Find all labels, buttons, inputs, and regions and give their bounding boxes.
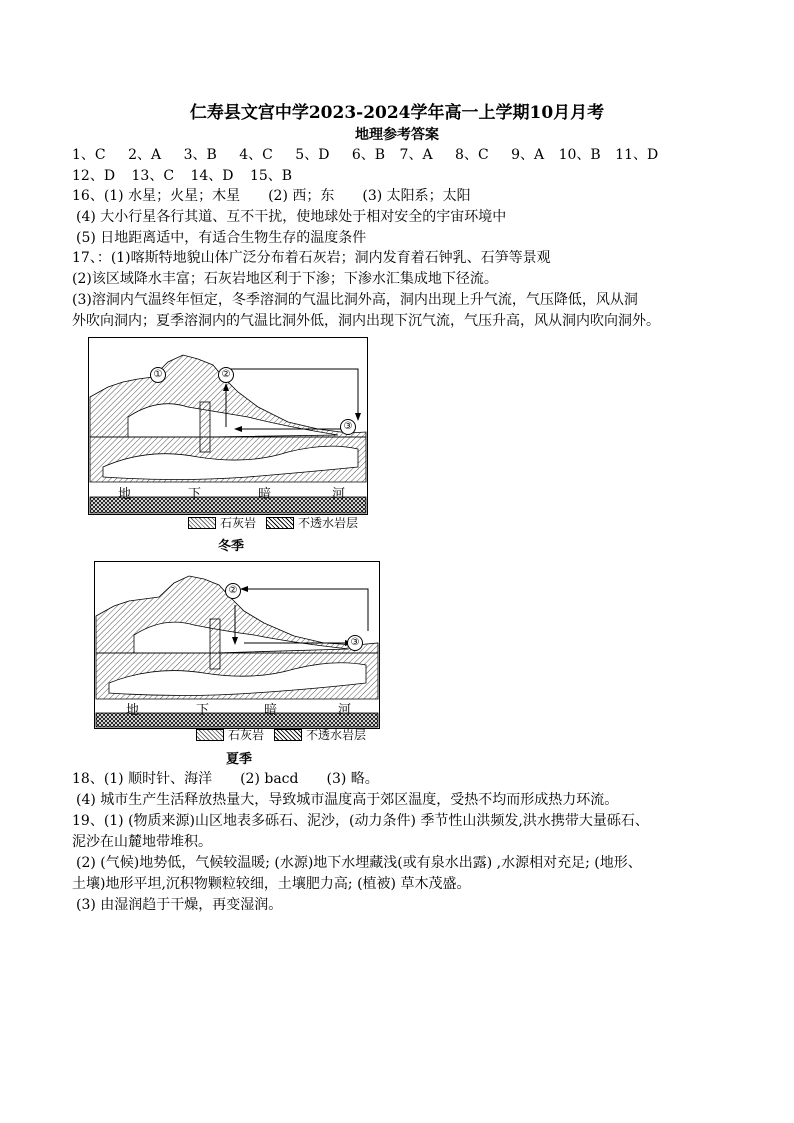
q19-line-4: 土壤)地形平坦,沉积物颗粒较细，土壤肥力高; (植被) 草木茂盛。 bbox=[72, 876, 471, 892]
river-label: 地 bbox=[118, 487, 132, 502]
river-label: 河 bbox=[338, 703, 352, 718]
legend-impermeable: 不透水岩层 bbox=[298, 516, 359, 530]
caption-winter: 冬季 bbox=[218, 539, 245, 554]
q17-line-1: 17、：(1)喀斯特地貌山体广泛分布着石灰岩；洞内发育着石钟乳、石笋等景观 bbox=[72, 250, 551, 266]
river-label: 暗 bbox=[258, 487, 272, 502]
river-label: 地 bbox=[126, 703, 140, 718]
q19-line-2: 泥沙在山麓地带堆积。 bbox=[72, 834, 212, 850]
answers-row-1 bbox=[72, 145, 658, 165]
q16-line-3: (5) 日地距离适中，有适合生物生存的温度条件 bbox=[76, 230, 367, 246]
marker-2: ② bbox=[218, 367, 234, 383]
answer-item: 12、D bbox=[72, 168, 116, 184]
impermeable-swatch-icon bbox=[266, 517, 294, 529]
q19-line-3: (2) (气候)地势低，气候较温暖; (水源)地下水埋藏浅(或有泉水出露) ,水源相对充足; (地形、 bbox=[76, 855, 642, 871]
answer-item: 10、B bbox=[558, 147, 601, 163]
marker-3: ③ bbox=[340, 419, 356, 435]
q18-line-2: (4) 城市生产生活释放热量大，导致城市温度高于郊区温度，受热不均而形成热力环流。 bbox=[76, 792, 619, 808]
limestone-swatch-icon bbox=[188, 517, 216, 529]
impermeable-swatch-icon bbox=[274, 729, 302, 741]
river-label: 下 bbox=[196, 703, 210, 718]
winter-cave-diagram bbox=[88, 337, 368, 517]
summer-legend bbox=[196, 726, 366, 743]
q18-line-1: 18、(1) 顺时针、海洋 (2) bacd (3) 略。 bbox=[72, 771, 379, 787]
legend-limestone: 石灰岩 bbox=[228, 728, 265, 742]
limestone-swatch-icon bbox=[196, 729, 224, 741]
answer-item: 15、B bbox=[249, 168, 293, 184]
answer-item: 9、A bbox=[511, 147, 545, 163]
answer-item: 5、D bbox=[295, 147, 330, 163]
answer-item: 6、B bbox=[351, 147, 386, 163]
answer-item: 3、B bbox=[183, 147, 217, 163]
q19-line-5: (3) 由湿润趋于干燥，再变湿润。 bbox=[76, 897, 283, 913]
marker-3: ③ bbox=[347, 635, 363, 651]
page-title: 仁寿县文宫中学2023-2024学年高一上学期10月月考 bbox=[189, 103, 605, 123]
summer-cave-diagram bbox=[94, 561, 380, 731]
q16-line-1: 16、(1) 水星；火星；木星 (2) 西；东 (3) 太阳系；太阳 bbox=[72, 188, 471, 204]
answer-item: 4、C bbox=[239, 147, 273, 163]
answer-item: 14、D bbox=[190, 168, 234, 184]
answer-item: 7、A bbox=[399, 147, 433, 163]
q17-line-4: 外吹向洞内；夏季溶洞内的气温比洞外低，洞内出现下沉气流，气压升高，风从洞内吹向洞外。 bbox=[72, 313, 660, 329]
answers-row-2 bbox=[72, 166, 292, 186]
q16-line-2: (4) 大小行星各行其道、互不干扰，使地球处于相对安全的宇宙环境中 bbox=[76, 209, 507, 225]
marker-2: ② bbox=[225, 583, 241, 599]
answer-item: 8、C bbox=[455, 147, 489, 163]
river-label: 河 bbox=[332, 487, 346, 502]
legend-impermeable: 不透水岩层 bbox=[306, 728, 367, 742]
q17-line-3: (3)溶洞内气温终年恒定，冬季溶洞的气温比洞外高，洞内出现上升气流，气压降低，风从洞 bbox=[72, 292, 638, 308]
river-label: 暗 bbox=[264, 703, 278, 718]
caption-summer: 夏季 bbox=[226, 752, 253, 767]
q17-line-2: (2)该区域降水丰富；石灰岩地区利于下渗；下渗水汇集成地下径流。 bbox=[72, 271, 498, 287]
river-label: 下 bbox=[188, 487, 202, 502]
winter-legend bbox=[188, 514, 358, 531]
page-subtitle: 地理参考答案 bbox=[355, 127, 439, 143]
answer-item: 11、D bbox=[615, 147, 659, 163]
marker-1: ① bbox=[150, 367, 166, 383]
answer-item: 13、C bbox=[131, 168, 175, 184]
q19-line-1: 19、(1) (物质来源)山区地表多砾石、泥沙，(动力条件) 季节性山洪频发,洪水携带大量砾石、 bbox=[72, 813, 649, 829]
answer-item: 1、C bbox=[72, 147, 106, 163]
answer-item: 2、A bbox=[128, 147, 162, 163]
legend-limestone: 石灰岩 bbox=[220, 516, 257, 530]
